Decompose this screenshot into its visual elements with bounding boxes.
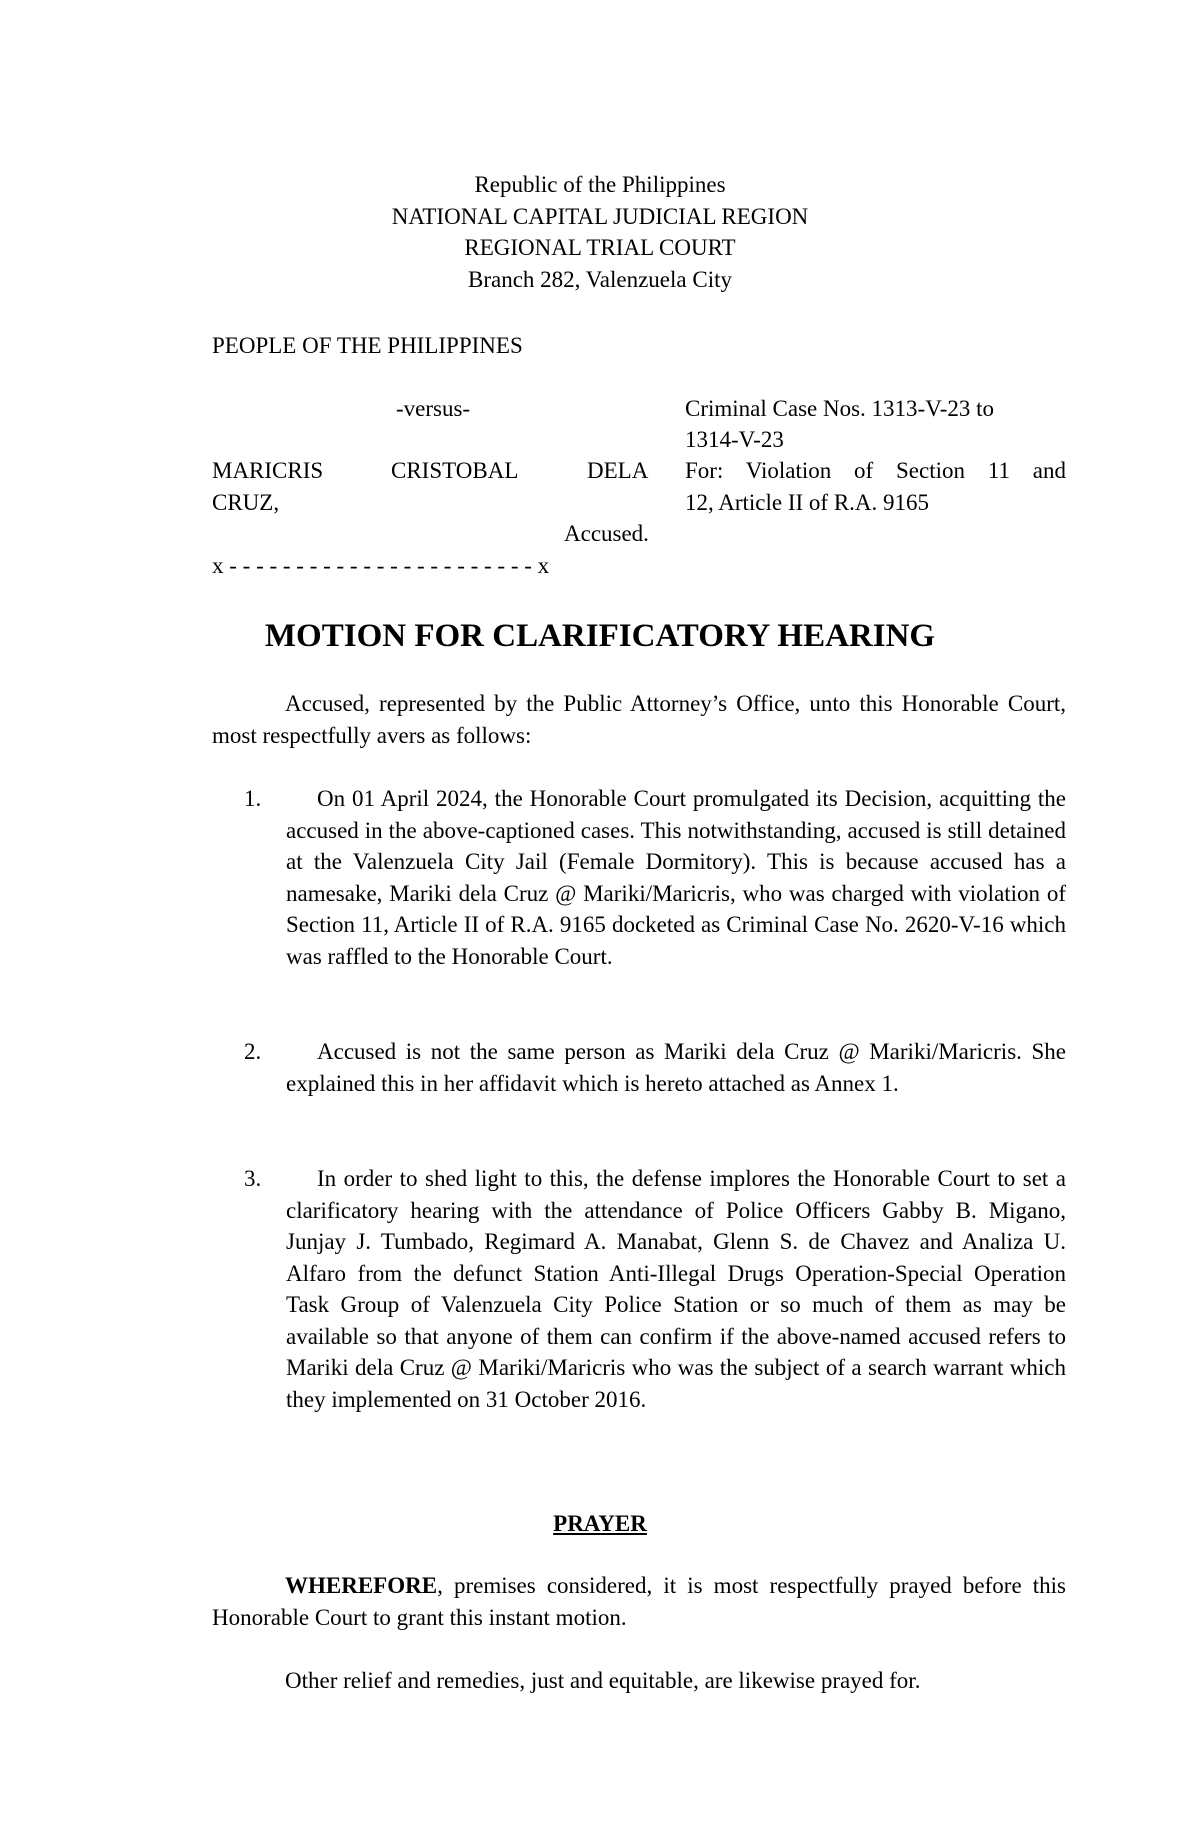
caption-divider: x - - - - - - - - - - - - - - - - - - - - - - - x [212,553,550,578]
prayer-heading: PRAYER [553,1511,647,1536]
accused-name-part-1: MARICRIS [212,458,324,483]
header-court: REGIONAL TRIAL COURT [464,235,736,260]
list-item-number: 1. [244,786,262,811]
list-item-number: 2. [244,1039,262,1064]
accused-name-part-3: DELA [587,458,649,483]
accused-name-part-2: CRISTOBAL [391,458,519,483]
wherefore-body: , premises considered, it is most respectfully prayed before this Honorable Court to grant this instant motion. [212,1573,1066,1630]
wherefore-paragraph [212,1570,1066,1633]
header-branch: Branch 282, Valenzuela City [467,266,732,292]
versus-label: -versus- [396,396,471,421]
list-item-text: In order to shed light to this, the defense implores the Honorable Court to set a clarificatory hearing with the attendance of Police Officers Gabby B. Migano, Junjay J. Tumbado, Regimard A. Manabat, Glenn S. de Chavez and Analiza U. Alfaro from the defunct Station Anti-Illegal Drugs Operation-Special Operation Task Group of Valenzuela City Police Station or so much of them as may be available so that anyone of them can confirm if the above-named accused refers to Mariki dela Cruz @ Mariki/Maricris who was the subject of a search warrant which they implemented on 31 October 2016. [286,1166,1066,1412]
header-judicial-region: NATIONAL CAPITAL JUDICIAL REGION [391,203,809,229]
case-number-line-2: 1314-V-23 [685,427,784,452]
accused-name-line-2: CRUZ, [212,490,280,515]
list-item-text: On 01 April 2024, the Honorable Court promulgated its Decision, acquitting the accused in the above-captioned cases. This notwithstanding, accused is still detained at the Valenzuela City Jail (Female Dormitory). This is because accused has a namesake, Mariki dela Cruz @ Mariki/Maricris, who was charged with violation of Section 11, Article II of R.A. 9165 docketed as Criminal Case No. 2620-V-16 which was raffled to the Honorable Court. [286,786,1066,969]
offense-line-2: 12, Article II of R.A. 9165 [685,490,930,515]
motion-title: MOTION FOR CLARIFICATORY HEARING [264,618,936,654]
accused-label: Accused. [564,521,649,546]
case-number-line-1: Criminal Case Nos. 1313-V-23 to [685,396,994,421]
header-republic: Republic of the Philippines [474,172,726,197]
wherefore-lead: WHEREFORE [285,1573,438,1598]
court-header [0,169,1200,295]
plaintiff-name: PEOPLE OF THE PHILIPPINES [212,333,523,358]
list-item-number: 3. [244,1166,262,1191]
closing-paragraph: Other relief and remedies, just and equitable, are likewise prayed for. [285,1668,921,1693]
intro-paragraph: Accused, represented by the Public Attorney’s Office, unto this Honorable Court, most respectfully avers as follows: [212,691,1066,748]
offense-line-1: For: Violation of Section 11 and [685,458,1066,483]
list-item-text: Accused is not the same person as Mariki dela Cruz @ Mariki/Maricris. She explained this in her affidavit which is hereto attached as Annex 1. [286,1039,1066,1096]
